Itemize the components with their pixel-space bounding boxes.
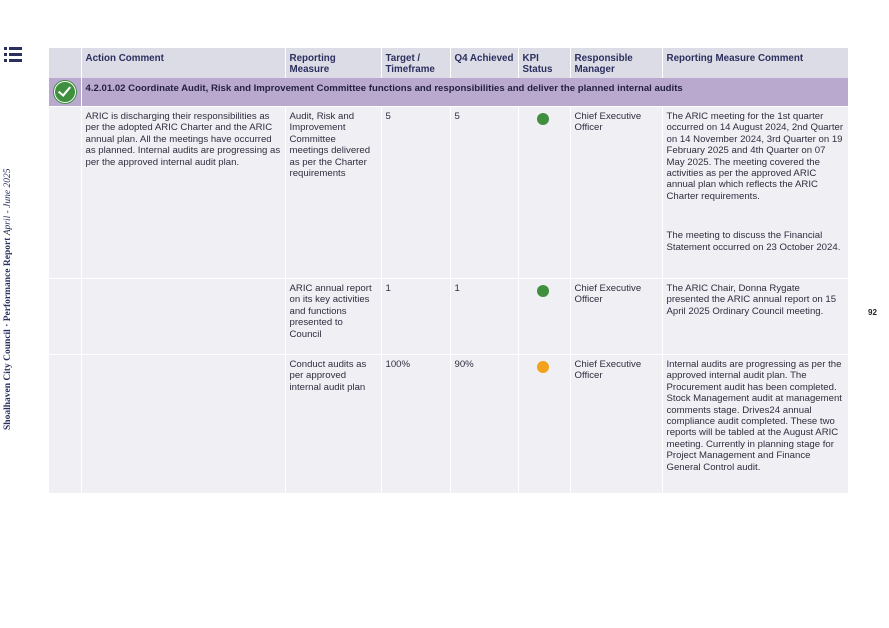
page-number: 92 xyxy=(868,308,877,317)
header-kpi-status: KPI Status xyxy=(518,48,570,78)
measure-comment-cell xyxy=(662,279,848,355)
kpi-status-cell xyxy=(518,355,570,493)
table-row xyxy=(49,107,848,279)
reporting-measure-cell: ARIC annual report on its key activities and functions presented to Council xyxy=(285,279,381,355)
measure-comment-text: The ARIC meeting for the 1st quarter occurred on 14 August 2024, 2nd Quarter on 14 November 2024, 3rd Quarter on 19 February 2025 and 4th Quarter on 07 May 2025. The meeting covered the activities as per the approved ARIC annual plan which reflects the ARIC Charter requirements. xyxy=(666,111,844,202)
group-row xyxy=(49,78,848,107)
header-target: Target / Timeframe xyxy=(381,48,450,78)
side-report-period: April - June 2025 xyxy=(3,168,13,236)
q4-cell: 90% xyxy=(450,355,518,493)
kpi-status-cell xyxy=(518,279,570,355)
measure-comment-cell xyxy=(662,355,848,493)
row-status-cell xyxy=(49,107,81,279)
header-status xyxy=(49,48,81,78)
reporting-measure-cell: Conduct audits as per approved internal audit plan xyxy=(285,355,381,493)
q4-cell: 5 xyxy=(450,107,518,279)
group-title: 4.2.01.02 Coordinate Audit, Risk and Improvement Committee functions and responsibilities and deliver the planned internal audits xyxy=(85,83,683,94)
q4-cell: 1 xyxy=(450,279,518,355)
manager-cell: Chief Executive Officer xyxy=(570,355,662,493)
menu-icon[interactable] xyxy=(4,47,22,63)
action-comment-cell: ARIC is discharging their responsibilities as per the adopted ARIC Charter and the ARIC annual plan. All the meetings have occurred as planned. Internal audits are progressing as per the approved internal audit plan. xyxy=(81,107,285,279)
kpi-status-icon xyxy=(537,285,549,297)
header-measure-comment: Reporting Measure Comment xyxy=(662,48,848,78)
header-action-comment: Action Comment xyxy=(81,48,285,78)
table-row xyxy=(49,279,848,355)
measure-comment-cell xyxy=(662,107,848,279)
kpi-status-icon xyxy=(537,361,549,373)
header-responsible-manager: Responsible Manager xyxy=(570,48,662,78)
performance-table xyxy=(49,48,849,493)
header-row xyxy=(49,48,848,78)
measure-comment-text: The ARIC Chair, Donna Rygate presented the ARIC annual report on 15 April 2025 Ordinary Council meeting. xyxy=(666,283,837,317)
group-status-cell xyxy=(49,78,81,107)
row-status-cell xyxy=(49,355,81,493)
kpi-status-icon xyxy=(537,113,549,125)
manager-cell: Chief Executive Officer xyxy=(570,107,662,279)
header-q4-achieved: Q4 Achieved xyxy=(450,48,518,78)
measure-comment-text: The meeting to discuss the Financial Statement occurred on 23 October 2024. xyxy=(666,230,841,253)
manager-cell: Chief Executive Officer xyxy=(570,279,662,355)
group-title-cell xyxy=(81,78,848,107)
check-circle-icon xyxy=(54,81,76,103)
action-comment-cell xyxy=(81,279,285,355)
table-row xyxy=(49,355,848,493)
side-report-label xyxy=(3,170,21,430)
target-cell: 100% xyxy=(381,355,450,493)
reporting-measure-cell: Audit, Risk and Improvement Committee meetings delivered as per the Charter requirements xyxy=(285,107,381,279)
header-reporting-measure: Reporting Measure xyxy=(285,48,381,78)
measure-comment-text: Internal audits are progressing as per the approved internal audit plan. The Procurement audit has been completed. Stock Management audit at management comments stage. Drives24 annual compliance audit completed. These two reports will be tabled at the August ARIC meeting. Currently in planning stage for Project Management and Finance General Control audit. xyxy=(666,359,842,473)
kpi-status-cell xyxy=(518,107,570,279)
action-comment-cell xyxy=(81,355,285,493)
target-cell: 1 xyxy=(381,279,450,355)
row-status-cell xyxy=(49,279,81,355)
target-cell: 5 xyxy=(381,107,450,279)
side-report-title: Shoalhaven City Council · Performance Report xyxy=(3,237,13,430)
